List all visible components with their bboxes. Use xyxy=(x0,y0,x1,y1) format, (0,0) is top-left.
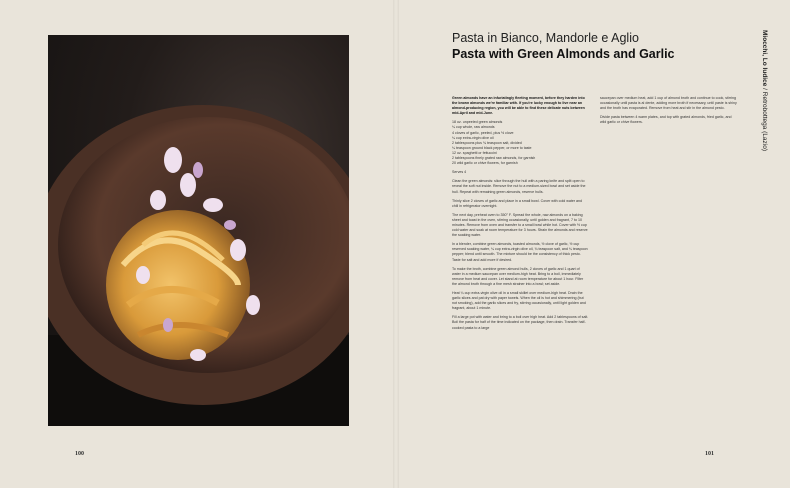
chef-names: Miocchi, Lo Iudice xyxy=(761,30,768,87)
recipe-title-italian: Pasta in Bianco, Mandorle e Aglio xyxy=(452,31,639,45)
ingredient-list xyxy=(452,120,589,166)
right-page-number: 101 xyxy=(705,451,714,457)
recipe-intro: Green almonds have an infuriatingly fleeting moment, before they harden into the brown almonds we're familiar with. If you're lucky enough to live near an almond-producing region, you will be able to find these delicate nuts between mid-April and mid-June. xyxy=(452,96,585,116)
ingredient-item: 2 tablespoons finely grated raw almonds, for garnish xyxy=(452,156,536,161)
method-step: Thinly slice 2 cloves of garlic and place in a small bowl. Cover with cold water and chill in refrigerator overnight. xyxy=(452,198,583,208)
recipe-column-right xyxy=(600,96,737,129)
ingredient-item: ¼ teaspoon ground black pepper, or more to taste xyxy=(452,145,532,150)
method-step: saucepan over medium heat, add 1 cup of almond broth and continue to cook, stirring occasionally until pasta is al dente, adding more broth if necessary, until paste is shiny and the broth has evaporated. Remove from heat and stir in the almond pesto. xyxy=(600,96,737,111)
ingredient-item: ¼ cup whole, raw almonds xyxy=(452,125,495,130)
method-step: To make the broth, combine green almond hulls, 2 cloves of garlic and 1 quart of water in a medium saucepan over medium-high heat. Bring to a boil, immediately remove from heat and cover. Let stand at room temperature for about 1 hour. Filter the almond broth through a fine mesh strainer into a bowl; set aside. xyxy=(452,266,584,286)
recipe-column-left xyxy=(452,96,589,335)
ingredient-item: 4 cloves of garlic, peeled, plus ½ clove xyxy=(452,130,514,135)
method-step: The next day, preheat oven to 350° F. Spread the whole, raw almonds on a baking sheet and toast in the oven, stirring occasionally, until golden and fragrant, 7 to 10 minutes. Remove from oven and transfer to a small bowl while hot. Cover with ½ cup cold water and soak at room temperature for 3 hours. Strain the almonds and reserve the soaking water. xyxy=(452,212,588,238)
method-step: Divide pasta between 4 warm plates, and top with grated almonds, fried garlic, and wild garlic or chive flowers. xyxy=(600,115,732,125)
ingredient-item: 2 tablespoons plus ¾ teaspoon salt, divided xyxy=(452,140,522,145)
method-step: Fill a large pot with water and bring to a boil over high heat. Add 2 tablespoons of salt. Boil the pasta for half of the time indicated on the package, then drain. Transfer half-cooked pasta to a large xyxy=(452,315,589,330)
method-step: Heat ¼ cup extra-virgin olive oil in a small skillet over medium-high heat. Drain the garlic slices and pat dry with paper towels. When the oil is hot and shimmering (but not smoking), add the garlic slices and fry, stirring occasionally, until light golden and fragrant, about 1 minute. xyxy=(452,291,586,311)
ingredient-item: 12 oz. spaghetti or fettuccini xyxy=(452,150,497,155)
servings: Serves 4 xyxy=(452,170,467,175)
left-page-number: 100 xyxy=(75,451,84,457)
recipe-title-english: Pasta with Green Almonds and Garlic xyxy=(452,47,675,61)
restaurant-name: / Retrobottega (Lazio) xyxy=(761,86,768,152)
ingredient-item: 18 oz. unpeeled green almonds xyxy=(452,120,503,125)
ingredient-item: 20 wild garlic or chive flowers, for garnish xyxy=(452,161,518,166)
book-gutter xyxy=(393,0,399,488)
ingredient-item: ¼ cup extra-virgin olive oil xyxy=(452,135,494,140)
method-step: Clean the green almonds: slice through the hull with a paring knife and split open to reveal the soft nut inside. Remove the nut to a medium-sized bowl and set aside the hull. Repeat with remaining green almonds, reserve hulls. xyxy=(452,179,586,194)
chef-credit xyxy=(761,30,768,151)
method-step: In a blender, combine green almonds, toasted almonds, ½ clove of garlic, ½ cup reserved soaking water, ¼ cup extra-virgin olive oil, ¾ teaspoon salt, and ¼ teaspoon pepper; blend until smooth. The mixture should be the consistency of thick pesto. Taste for salt and add more if desired. xyxy=(452,242,588,262)
dish-photo xyxy=(48,35,349,426)
